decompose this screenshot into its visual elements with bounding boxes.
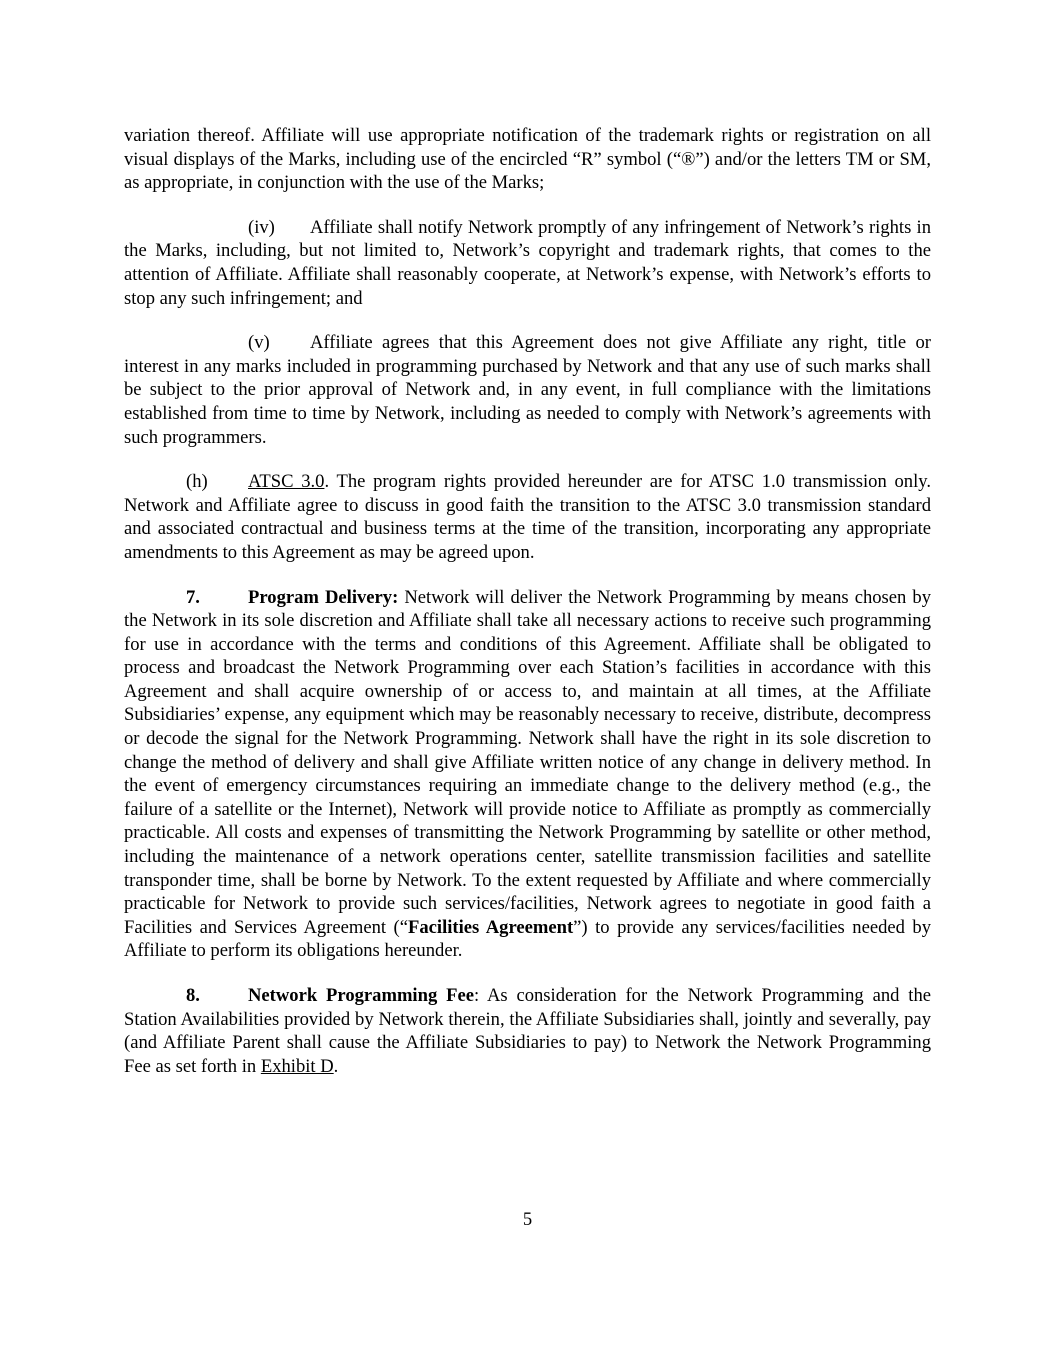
- paragraph-text: . The program rights provided hereunder are for ATSC 1.0 transmission only. Network and Affiliate agree to discuss in good faith the transition to the ATSC 3.0 transmission standard and associated contractual and business terms at the time of the transition, incorporating any appropriate amendments to this Agreement as may be agreed upon.: [124, 471, 931, 563]
- paragraph-text: Affiliate shall notify Network promptly of any infringement of Network’s rights in the Marks, including, but not limited to, Network’s copyright and trademark rights, that comes to the attention of Affiliate. Affiliate shall reasonably cooperate, at Network’s expense, with Network’s efforts to stop any such infringement; and: [124, 216, 931, 309]
- subsection-marker: (v): [248, 332, 270, 354]
- section-number: 8.: [186, 985, 200, 1006]
- section-8-network-programming-fee: [124, 984, 931, 1078]
- defined-term: Facilities Agreement: [408, 916, 574, 938]
- paragraph-text-end: ”) to provide any services/facilities needed by Affiliate to perform its obligations hereunder.: [124, 916, 932, 962]
- subsection-v: [124, 331, 931, 449]
- document-body: [124, 124, 931, 1099]
- exhibit-reference: Exhibit D: [260, 1055, 334, 1077]
- subsection-marker: (h): [186, 471, 208, 493]
- paragraph-marks-continuation: [124, 124, 931, 195]
- section-7-program-delivery: [124, 586, 931, 964]
- paragraph-text: variation thereof. Affiliate will use appropriate notification of the trademark rights or registration on all visual displays of the Marks, including use of the encircled “R” symbol (“®”) and/or the letters TM or SM, as appropriate, in conjunction with the use of the Marks;: [124, 125, 931, 194]
- subsection-h: [124, 470, 931, 564]
- page-number: 5: [522, 1209, 533, 1230]
- section-heading: Program Delivery:: [248, 586, 399, 608]
- section-heading: Network Programming Fee: [248, 985, 474, 1006]
- paragraph-text: : As consideration for the Network Programming and the Station Availabilities provided by Network therein, the Affiliate Subsidiaries shall, jointly and severally, pay (and Affiliate Parent shall cause the Affiliate Subsidiaries to pay) to Network the Network Programming Fee as set forth in: [124, 985, 931, 1077]
- section-number: 7.: [186, 586, 200, 608]
- paragraph-text: Network will deliver the Network Programming by means chosen by the Network in its sole discretion and Affiliate shall take all necessary actions to receive such programming for use in accordance with the terms and conditions of this Agreement. Affiliate shall be obligated to process and broadcast the Network Programming over each Station’s facilities in accordance with this Agreement and shall acquire ownership of or access to, and maintain at all times, at the Affiliate Subsidiaries’ expense, any equipment which may be reasonably necessary to receive, distribute, decompress or decode the signal for the Network Programming. Network shall have the right in its sole discretion to change the method of delivery and shall give Affiliate written notice of any change in delivery method. In the event of emergency circumstances requiring an immediate change to the delivery method (e.g., the failure of a satellite or the Internet), Network will provide notice to Affiliate as promptly as commercially practicable. All costs and expenses of transmitting the Network Programming by satellite or other method, including the maintenance of a network operations center, satellite transmission facilities and satellite transponder time, shall be borne by Network. To the extent requested by Affiliate and where commercially practicable for Network to provide such services/facilities, Network agrees to negotiate in good faith a Facilities and Services Agreement (“: [124, 586, 932, 938]
- subsection-heading: ATSC 3.0: [248, 471, 325, 493]
- paragraph-text: Affiliate agrees that this Agreement does not give Affiliate any right, title or interest in any marks included in programming purchased by Network and that any use of such marks shall be subject to the prior approval of Network and, in any event, in full compliance with the limitations established from time to time by Network, including as needed to comply with Network’s agreements with such programmers.: [124, 332, 931, 448]
- subsection-iv: [124, 216, 931, 310]
- subsection-marker: (iv): [248, 216, 275, 238]
- paragraph-text-end: .: [333, 1055, 339, 1077]
